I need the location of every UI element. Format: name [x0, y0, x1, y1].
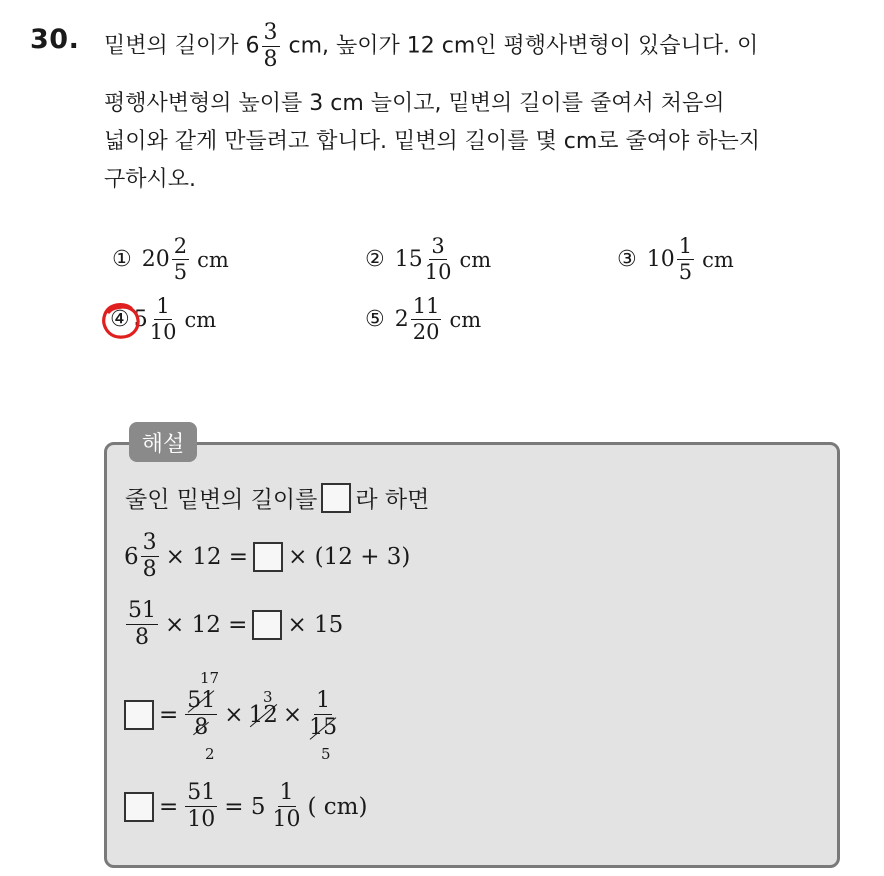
- solution-line-3: [124, 600, 348, 649]
- math-fraction: $\frac{51}{8}$: [128, 598, 156, 650]
- choice-whole: 20: [141, 247, 170, 272]
- solution-text: 줄인 밑변의 길이를: [125, 487, 318, 513]
- choice-1[interactable]: [112, 236, 229, 283]
- question-line-3: 넓이와 같게 만들려고 합니다. 밑변의 길이를 몇 cm로 줄여야 하는지: [104, 129, 761, 154]
- math-text: ×: [224, 701, 244, 728]
- solution-line-2: [124, 532, 415, 581]
- choice-whole: 5: [133, 307, 148, 332]
- choice-unit: cm: [702, 247, 734, 272]
- answer-mark-icon: [101, 302, 141, 340]
- math-text: × 12 =: [165, 543, 249, 570]
- unknown-box: [124, 792, 154, 822]
- math-text: × (12 + 3): [288, 543, 411, 570]
- question-text: cm, 높이가 12 cm인 평행사변형이 있습니다. 이: [281, 33, 759, 59]
- math-text: ×: [282, 701, 303, 728]
- cancelled-denominator: 8: [194, 715, 209, 740]
- math-text: × 15: [287, 611, 344, 638]
- question-line-4: 구하시오.: [104, 167, 197, 192]
- cancelled-numerator: 51: [187, 688, 216, 713]
- question-line-1: [104, 22, 758, 71]
- solution-tag: 해설: [129, 422, 197, 462]
- base-fraction: $\frac{3}{8}$: [263, 20, 278, 72]
- choice-5[interactable]: [365, 296, 481, 343]
- math-text: =: [159, 793, 179, 820]
- solution-line-1: [125, 481, 429, 514]
- choice-unit: cm: [184, 307, 217, 332]
- cancelled-factor: 12: [248, 701, 278, 728]
- math-text: =: [159, 701, 179, 728]
- choice-fraction: $\frac{2}{5}$: [173, 234, 188, 284]
- choice-3[interactable]: [617, 236, 734, 283]
- choice-number: ②: [365, 247, 385, 272]
- unknown-box: [253, 542, 283, 572]
- question-line-2: 평행사변형의 높이를 3 cm 늘이고, 밑변의 길이를 줄여서 처음의: [104, 91, 725, 116]
- math-fraction: $\frac{3}{8}$: [142, 530, 157, 582]
- math-fraction: $\frac{51}{10}$: [187, 780, 216, 832]
- math-fraction-cancel: [185, 690, 217, 739]
- choice-unit: cm: [197, 247, 229, 272]
- choice-number: ④: [110, 307, 130, 332]
- choice-whole: 15: [394, 247, 423, 272]
- math-text: × 12 =: [165, 611, 248, 638]
- choice-2[interactable]: [365, 236, 491, 283]
- math-text: = 5: [224, 793, 266, 820]
- question-number: 30.: [30, 24, 80, 55]
- choice-unit: cm: [449, 307, 482, 332]
- math-unit: ( cm): [307, 793, 368, 820]
- reduced-factor: 3: [263, 688, 273, 706]
- choice-number: ⑤: [365, 307, 385, 332]
- reduced-denominator: 2: [205, 745, 215, 763]
- solution-line-4: [124, 690, 339, 739]
- cancelled-denominator: 15: [309, 715, 338, 740]
- choice-fraction: $\frac{11}{20}$: [412, 294, 440, 344]
- math-fraction: $\frac{1}{10}$: [272, 780, 301, 832]
- choice-whole: 10: [646, 247, 675, 272]
- reduced-numerator: 17: [200, 669, 220, 687]
- reduced-denominator: 5: [321, 745, 331, 763]
- unknown-box: [124, 700, 154, 730]
- question-text: 밑변의 길이가 6: [104, 33, 260, 59]
- unknown-box: [252, 610, 282, 640]
- choice-fraction: $\frac{1}{10}$: [149, 294, 177, 344]
- math-whole: 6: [124, 543, 139, 570]
- choice-fraction: $\frac{1}{5}$: [678, 234, 693, 284]
- choice-whole: 2: [394, 307, 409, 332]
- solution-text: 라 하면: [355, 487, 430, 513]
- solution-line-5: [124, 782, 372, 831]
- choice-unit: cm: [459, 247, 492, 272]
- unknown-box: [321, 483, 351, 513]
- choice-number: ①: [112, 247, 132, 272]
- math-fraction-cancel: $\frac{1}{15}$: [309, 688, 338, 740]
- choice-number: ③: [617, 247, 637, 272]
- choice-fraction: $\frac{3}{10}$: [424, 234, 452, 284]
